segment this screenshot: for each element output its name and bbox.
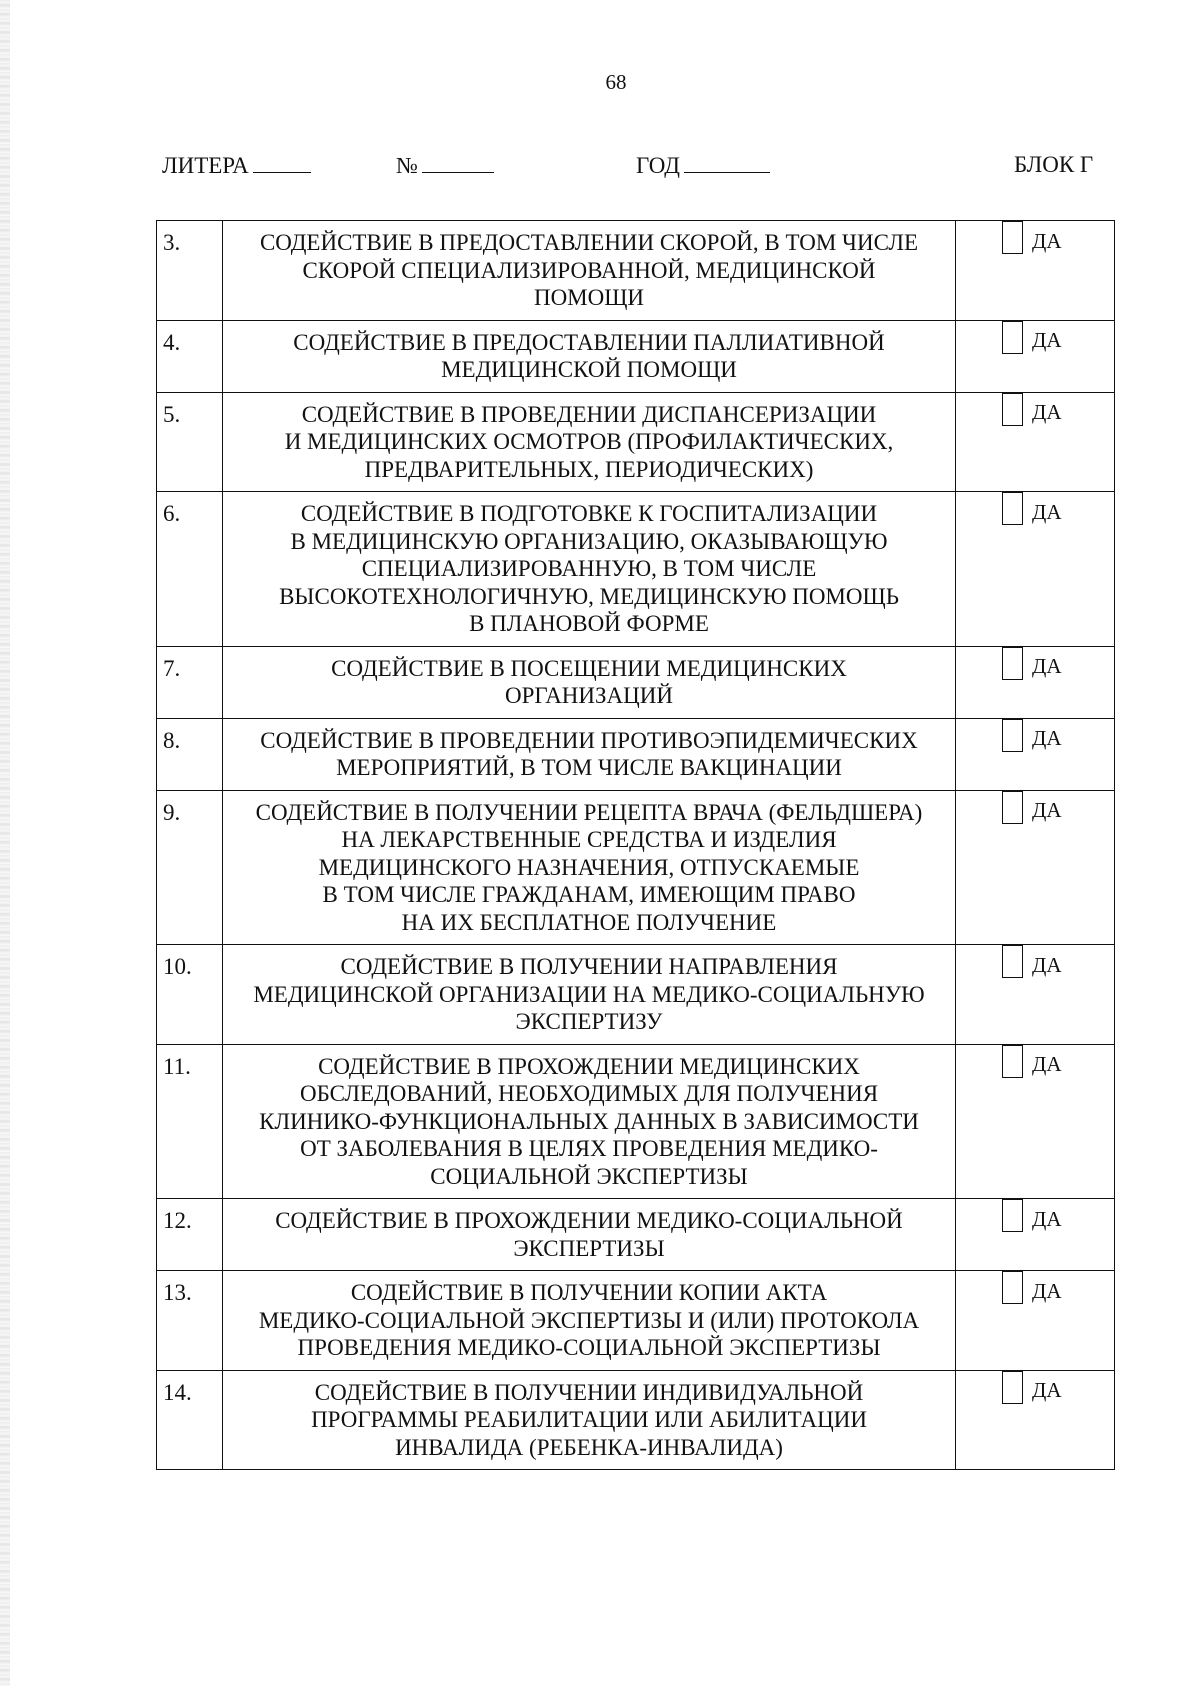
yes-label: ДА: [1032, 654, 1062, 679]
description-line: В МЕДИЦИНСКУЮ ОРГАНИЗАЦИЮ, ОКАЗЫВАЮЩУЮ: [290, 528, 888, 554]
year-label: ГОД: [636, 153, 680, 178]
yes-label: ДА: [1032, 798, 1062, 823]
yes-checkbox[interactable]: [1002, 221, 1023, 254]
row-description: [223, 646, 956, 718]
yes-checkbox[interactable]: [1002, 1371, 1023, 1404]
description-line: СОДЕЙСТВИЕ В ПРЕДОСТАВЛЕНИИ ПАЛЛИАТИВНОЙ: [293, 329, 885, 355]
description-line: МЕРОПРИЯТИЙ, В ТОМ ЧИСЛЕ ВАКЦИНАЦИИ: [336, 755, 842, 780]
row-answer: [956, 1199, 1115, 1271]
services-table-body: [157, 221, 1115, 1470]
answer-option: [1002, 492, 1114, 525]
description-line: ПОМОЩИ: [533, 285, 645, 310]
description-line: В ТОМ ЧИСЛЕ ГРАЖДАНАМ, ИМЕЮЩИМ ПРАВО: [322, 882, 856, 907]
description-line: СОДЕЙСТВИЕ В ПОЛУЧЕНИИ ИНДИВИДУАЛЬНОЙ: [314, 1379, 864, 1405]
description-line: ОТ ЗАБОЛЕВАНИЯ В ЦЕЛЯХ ПРОВЕДЕНИЯ МЕДИКО-: [300, 1136, 878, 1161]
table-row: [157, 1199, 1115, 1271]
yes-checkbox[interactable]: [1002, 321, 1023, 354]
row-number: 14.: [157, 1370, 223, 1470]
litera-blank[interactable]: [253, 152, 311, 173]
row-description: [223, 221, 956, 321]
description-line: СОДЕЙСТВИЕ В ПОЛУЧЕНИИ КОПИИ АКТА: [350, 1280, 828, 1305]
row-answer: [956, 790, 1115, 945]
yes-checkbox[interactable]: [1002, 393, 1023, 426]
yes-checkbox[interactable]: [1002, 492, 1023, 525]
description-line: НА ЛЕКАРСТВЕННЫЕ СРЕДСТВА И ИЗДЕЛИЯ: [341, 827, 837, 852]
row-number: 5.: [157, 392, 223, 492]
description-line: ВЫСОКОТЕХНОЛОГИЧНУЮ, МЕДИЦИНСКУЮ ПОМОЩЬ: [279, 583, 899, 609]
description-line: ЭКСПЕРТИЗУ: [515, 1009, 663, 1034]
table-row: [157, 1044, 1115, 1199]
yes-checkbox[interactable]: [1002, 1271, 1023, 1304]
table-row: [157, 392, 1115, 492]
answer-option: [1002, 1271, 1114, 1304]
description-line: В ПЛАНОВОЙ ФОРМЕ: [469, 611, 709, 636]
row-number: 8.: [157, 718, 223, 790]
row-description: [223, 392, 956, 492]
yes-label: ДА: [1032, 726, 1062, 751]
row-answer: [956, 646, 1115, 718]
row-number: 10.: [157, 945, 223, 1045]
yes-checkbox[interactable]: [1002, 647, 1023, 680]
description-line: СОДЕЙСТВИЕ В ПОСЕЩЕНИИ МЕДИЦИНСКИХ: [331, 655, 847, 681]
scan-edge: [0, 0, 10, 1686]
answer-option: [1002, 647, 1114, 680]
table-row: [157, 1370, 1115, 1470]
yes-label: ДА: [1032, 1052, 1062, 1077]
description-line: СОДЕЙСТВИЕ В ПРОХОЖДЕНИИ МЕДИЦИНСКИХ: [318, 1053, 860, 1079]
row-description: [223, 718, 956, 790]
row-answer: [956, 221, 1115, 321]
yes-checkbox[interactable]: [1002, 1045, 1023, 1078]
description-line: НА ИХ БЕСПЛАТНОЕ ПОЛУЧЕНИЕ: [401, 909, 777, 935]
row-number: 6.: [157, 492, 223, 647]
description-line: МЕДИКО-СОЦИАЛЬНОЙ ЭКСПЕРТИЗЫ И (ИЛИ) ПРОТОКОЛА: [258, 1307, 920, 1333]
table-row: [157, 221, 1115, 321]
table-row: [157, 1271, 1115, 1371]
answer-option: [1002, 945, 1114, 978]
yes-checkbox[interactable]: [1002, 1199, 1023, 1232]
number-field: [396, 152, 494, 179]
row-answer: [956, 320, 1115, 392]
description-line: ПРОВЕДЕНИЯ МЕДИКО-СОЦИАЛЬНОЙ ЭКСПЕРТИЗЫ: [297, 1335, 881, 1360]
yes-label: ДА: [1032, 1278, 1062, 1303]
row-description: [223, 1271, 956, 1371]
row-answer: [956, 718, 1115, 790]
table-row: [157, 790, 1115, 945]
yes-checkbox[interactable]: [1002, 945, 1023, 978]
block-label: БЛОК Г: [1014, 152, 1094, 177]
row-answer: [956, 392, 1115, 492]
answer-option: [1002, 393, 1114, 426]
description-line: СОДЕЙСТВИЕ В ПРОВЕДЕНИИ ДИСПАНСЕРИЗАЦИИ: [301, 401, 877, 427]
row-answer: [956, 492, 1115, 647]
description-line: ОБСЛЕДОВАНИЙ, НЕОБХОДИМЫХ ДЛЯ ПОЛУЧЕНИЯ: [299, 1081, 879, 1106]
description-line: СПЕЦИАЛИЗИРОВАННУЮ, В ТОМ ЧИСЛЕ: [361, 556, 817, 581]
row-answer: [956, 1044, 1115, 1199]
yes-label: ДА: [1032, 328, 1062, 353]
description-line: КЛИНИКО-ФУНКЦИОНАЛЬНЫХ ДАННЫХ В ЗАВИСИМОСТИ: [259, 1108, 919, 1134]
yes-label: ДА: [1032, 952, 1062, 977]
yes-checkbox[interactable]: [1002, 791, 1023, 824]
year-field: [636, 152, 770, 179]
row-description: [223, 945, 956, 1045]
yes-label: ДА: [1032, 499, 1062, 524]
answer-option: [1002, 1371, 1114, 1404]
table-row: [157, 945, 1115, 1045]
yes-label: ДА: [1032, 1206, 1062, 1231]
yes-label: ДА: [1032, 1378, 1062, 1403]
description-line: СОДЕЙСТВИЕ В ПОЛУЧЕНИИ НАПРАВЛЕНИЯ: [340, 954, 838, 979]
description-line: СОДЕЙСТВИЕ В ПРЕДОСТАВЛЕНИИ СКОРОЙ, В ТОМ ЧИСЛЕ: [259, 230, 919, 255]
answer-option: [1002, 791, 1114, 824]
number-label: №: [396, 153, 418, 178]
description-line: МЕДИЦИНСКОЙ ОРГАНИЗАЦИИ НА МЕДИКО-СОЦИАЛЬНУЮ: [253, 981, 925, 1007]
answer-option: [1002, 321, 1114, 354]
yes-label: ДА: [1032, 400, 1062, 425]
answer-option: [1002, 1199, 1114, 1232]
answer-option: [1002, 221, 1114, 254]
row-number: 7.: [157, 646, 223, 718]
description-line: СОДЕЙСТВИЕ В ПРОХОЖДЕНИИ МЕДИКО-СОЦИАЛЬНОЙ: [275, 1208, 903, 1233]
description-line: СКОРОЙ СПЕЦИАЛИЗИРОВАННОЙ, МЕДИЦИНСКОЙ: [302, 257, 876, 283]
row-number: 12.: [157, 1199, 223, 1271]
row-description: [223, 1044, 956, 1199]
answer-option: [1002, 719, 1114, 752]
services-table: [156, 220, 1115, 1470]
description-line: ПРОГРАММЫ РЕАБИЛИТАЦИИ ИЛИ АБИЛИТАЦИИ: [311, 1407, 867, 1432]
yes-label: ДА: [1032, 228, 1062, 253]
row-description: [223, 492, 956, 647]
table-row: [157, 646, 1115, 718]
row-number: 13.: [157, 1271, 223, 1371]
description-line: ЭКСПЕРТИЗЫ: [513, 1235, 665, 1261]
litera-label: ЛИТЕРА: [162, 153, 249, 178]
row-number: 4.: [157, 320, 223, 392]
table-row: [157, 320, 1115, 392]
row-answer: [956, 945, 1115, 1045]
description-line: ОРГАНИЗАЦИЙ: [505, 683, 673, 708]
description-line: СОДЕЙСТВИЕ В ПОЛУЧЕНИИ РЕЦЕПТА ВРАЧА (ФЕЛЬДШЕРА): [255, 799, 923, 825]
description-line: СОДЕЙСТВИЕ В ПРОВЕДЕНИИ ПРОТИВОЭПИДЕМИЧЕСКИХ: [260, 727, 918, 753]
number-blank[interactable]: [422, 152, 494, 173]
year-blank[interactable]: [684, 152, 770, 173]
table-row: [157, 718, 1115, 790]
row-number: 3.: [157, 221, 223, 321]
row-answer: [956, 1370, 1115, 1470]
row-description: [223, 790, 956, 945]
description-line: ИНВАЛИДА (РЕБЕНКА-ИНВАЛИДА): [395, 1434, 783, 1460]
row-number: 9.: [157, 790, 223, 945]
description-line: МЕДИЦИНСКОЙ ПОМОЩИ: [441, 357, 737, 382]
yes-checkbox[interactable]: [1002, 719, 1023, 752]
description-line: И МЕДИЦИНСКИХ ОСМОТРОВ (ПРОФИЛАКТИЧЕСКИХ,: [284, 429, 894, 454]
row-number: 11.: [157, 1044, 223, 1199]
litera-field: [162, 152, 311, 179]
table-row: [157, 492, 1115, 647]
page-number: 68: [605, 70, 627, 94]
description-line: ПРЕДВАРИТЕЛЬНЫХ, ПЕРИОДИЧЕСКИХ): [364, 456, 814, 482]
row-description: [223, 1370, 956, 1470]
description-line: СОЦИАЛЬНОЙ ЭКСПЕРТИЗЫ: [430, 1163, 748, 1189]
description-line: МЕДИЦИНСКОГО НАЗНАЧЕНИЯ, ОТПУСКАЕМЫЕ: [318, 854, 860, 880]
answer-option: [1002, 1045, 1114, 1078]
description-line: СОДЕЙСТВИЕ В ПОДГОТОВКЕ К ГОСПИТАЛИЗАЦИИ: [300, 501, 878, 526]
row-description: [223, 320, 956, 392]
row-description: [223, 1199, 956, 1271]
row-answer: [956, 1271, 1115, 1371]
